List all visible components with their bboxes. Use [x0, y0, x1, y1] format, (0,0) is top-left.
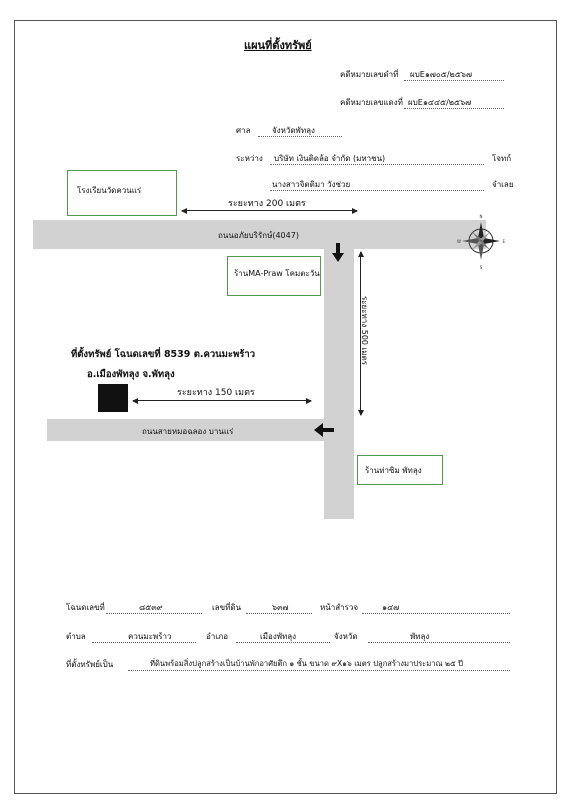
red-case-value: ผบE๑๔๔๕/๒๕๖๗: [408, 98, 472, 107]
property-is-label: ที่ตั้งทรัพย์เป็น: [66, 660, 114, 669]
court-value: จังหวัดพัทลุง: [272, 126, 315, 135]
defendant-value: นางสาวจิตติมา วังช่วย: [272, 180, 351, 189]
compass-rose-icon: [456, 212, 506, 270]
direction-down-arrow: [332, 243, 344, 263]
defendant-role: จำเลย: [492, 180, 514, 189]
black-case-label: คดีหมายเลขดำที่: [340, 70, 399, 79]
land-no-label: เลขที่ดิน: [212, 603, 242, 612]
plaintiff-value: บริษัท เงินติดล้อ จำกัด (มหาชน): [274, 154, 386, 163]
direction-left-arrow: [314, 423, 334, 437]
school-box: [67, 170, 177, 216]
distance-vertical-label: ระยะทาง 500 เมตร: [360, 295, 370, 366]
compass-n-label: N: [479, 214, 483, 219]
district-value: เมืองพัทลุง: [260, 632, 297, 641]
shop1-label: ร้านMA-Praw โคมตะวัน: [234, 269, 320, 278]
property-is-value: ที่ดินพร้อมสิ่งปลูกสร้างเป็นบ้านพักอาศัยตึก ๑ ชั้น ขนาด ๙X๑๖ เมตร ปลูกสร้างมาประมาณ ๒๕ ปี: [150, 659, 463, 668]
province-value: พัทลุง: [410, 632, 430, 641]
deed-label: โฉนดเลขที่: [66, 603, 105, 612]
red-case-dotline: [404, 108, 504, 109]
survey-value: ๑๔๗: [382, 603, 400, 612]
shop2-box: [357, 455, 443, 485]
court-dotline: [258, 136, 342, 137]
court-label: ศาล: [236, 126, 251, 135]
distance-bottom-label: ระยะทาง 150 เมตร: [177, 388, 255, 398]
plaintiff-role: โจทก์: [492, 154, 512, 163]
shop2-label: ร้านท่าซิม พัทลุง: [365, 466, 422, 475]
black-case-value: ผบE๑๗๐๕/๒๕๖๗: [410, 70, 472, 79]
black-case-dotline: [404, 80, 504, 81]
distance-top-label: ระยะทาง 200 เมตร: [228, 199, 306, 209]
between-label: ระหว่าง: [236, 154, 263, 163]
distance-top-arrow: [182, 210, 357, 211]
province-label: จังหวัด: [334, 632, 358, 641]
deed-value: ๘๕๓๙: [139, 603, 163, 612]
subdistrict-label: ตำบล: [66, 632, 86, 641]
red-case-label: คดีหมายเลขแดงที่: [340, 98, 403, 107]
main-road-label: ถนนอภัยบริรักษ์(4047): [218, 231, 299, 240]
property-line2: อ.เมืองพัทลุง จ.พัทลุง: [87, 369, 175, 380]
school-label: โรงเรียนวัดควนแร่: [77, 186, 142, 195]
land-no-value: ๖๓๗: [272, 603, 289, 612]
compass-e-label: E: [502, 239, 505, 244]
defendant-dotline: [270, 190, 484, 191]
lower-road-label: ถนนสายหมอฉลอง บานแร่: [142, 427, 234, 436]
compass-w-label: W: [457, 239, 461, 244]
shop1-box: [227, 256, 321, 296]
subdistrict-value: ควนมะพร้าว: [128, 632, 172, 641]
survey-label: หน้าสำรวจ: [320, 603, 359, 612]
province-dotline: [368, 642, 510, 643]
distance-bottom-arrow: [133, 400, 311, 401]
district-label: อำเภอ: [206, 632, 229, 641]
page-title: แผนที่ตั้งทรัพย์: [244, 39, 312, 52]
property-line1: ที่ตั้งทรัพย์ โฉนดเลขที่ 8539 ต.ควนมะพร้าว: [71, 349, 256, 360]
property-marker: [98, 384, 128, 412]
property-is-dotline: [128, 670, 510, 671]
vertical-road: [324, 249, 354, 519]
compass-s-label: S: [479, 265, 483, 270]
plaintiff-dotline: [270, 164, 484, 165]
